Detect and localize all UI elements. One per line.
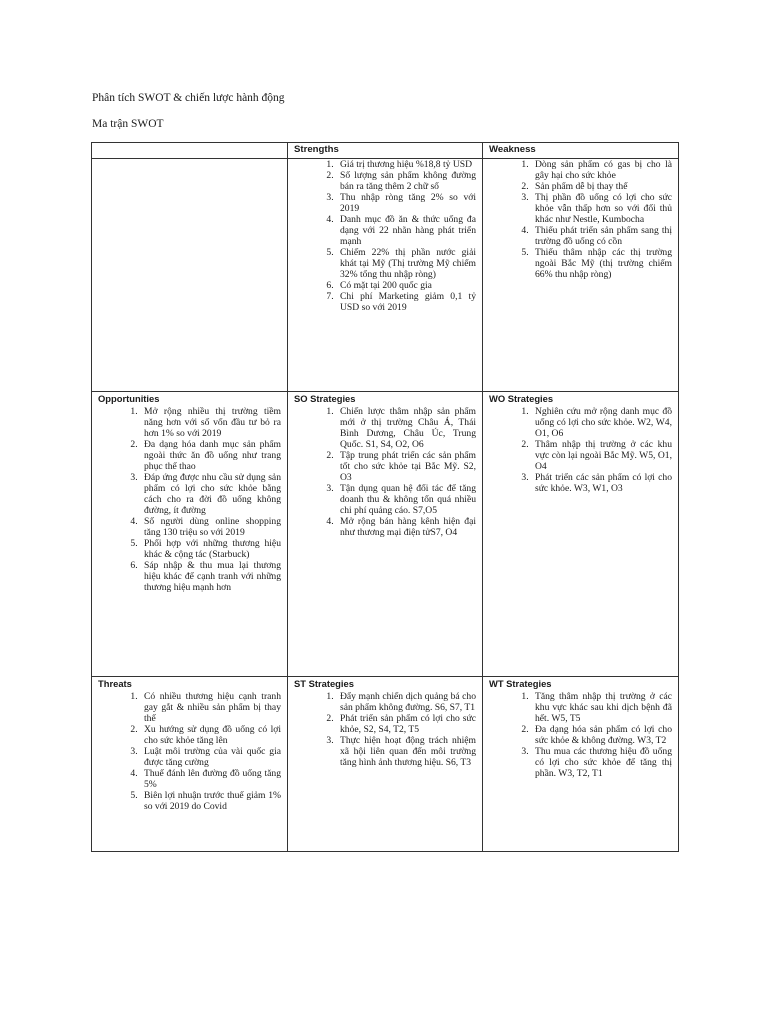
list-item: 2. Phát triển sản phẩm có lợi cho sức khỏe, S2, S4, T2, T5: [336, 713, 476, 735]
list-item: 2. Tập trung phát triển các sản phẩm tốt cho sức khỏe tại Bắc Mỹ. S2, O3: [336, 450, 476, 483]
so-strategies-cell: [288, 392, 483, 677]
swot-matrix-table: [91, 142, 679, 852]
list-item: 3. Thu nhập ròng tăng 2% so với 2019: [336, 192, 476, 214]
weakness-list: [483, 159, 678, 282]
threats-list: [92, 691, 287, 814]
wo-strategies-cell: [483, 392, 679, 677]
list-item: 2. Số lượng sản phẩm không đường bán ra tăng thêm 2 chữ số: [336, 170, 476, 192]
strengths-header: Strengths: [288, 143, 483, 159]
threats-cell: [92, 677, 288, 852]
list-item: 3. Đáp ứng được nhu cầu sử dụng sản phẩm có lợi cho sức khỏe bằng cách cho ra đời đồ uống không đường, ít đường: [140, 472, 281, 516]
opportunities-cell: [92, 392, 288, 677]
threats-header: Threats: [98, 678, 132, 689]
table-header-row: [92, 143, 679, 159]
empty-left-cell: [92, 159, 288, 392]
so-strategies-list: [288, 406, 482, 540]
st-strategies-list: [288, 691, 482, 770]
list-item: 3. Thực hiện hoạt động trách nhiệm xã hội liên quan đến môi trường tăng hình ảnh thương hiệu. S6, T3: [336, 735, 476, 768]
list-item: 1. Nghiên cứu mở rộng danh mục đồ uống có lợi cho sức khỏe. W2, W4, O1, O6: [531, 406, 672, 439]
list-item: 4. Thuế đánh lên đường đồ uống tăng 5%: [140, 768, 281, 790]
wo-strategies-header: WO Strategies: [489, 393, 554, 404]
list-item: 4. Danh mục đồ ăn & thức uống đa dạng với 22 nhãn hàng phát triển mạnh: [336, 214, 476, 247]
so-strategies-header: SO Strategies: [294, 393, 356, 404]
wt-strategies-header: WT Strategies: [489, 678, 552, 689]
list-item: 3. Phát triển các sản phẩm có lợi cho sức khỏe. W3, W1, O3: [531, 472, 672, 494]
list-item: 1. Dòng sản phẩm có gas bị cho là gây hại cho sức khỏe: [531, 159, 672, 181]
document-subtitle: Ma trận SWOT: [92, 118, 164, 130]
list-item: 1. Chiến lược thâm nhập sản phẩm mới ở thị trường Châu Á, Thái Bình Dương, Châu Úc, Trung Quốc. S1, S4, O2, O6: [336, 406, 476, 450]
strengths-list: [288, 159, 482, 315]
st-strategies-cell: [288, 677, 483, 852]
empty-corner-cell: [92, 143, 288, 159]
list-item: 2. Đa dạng hóa sản phẩm có lợi cho sức khỏe & không đường. W3, T2: [531, 724, 672, 746]
strengths-cell: [288, 159, 483, 392]
list-item: 2. Thâm nhập thị trường ở các khu vực còn lại ngoài Bắc Mỹ. W5, O1, O4: [531, 439, 672, 472]
list-item: 1. Đẩy mạnh chiến dịch quảng bá cho sản phẩm không đường. S6, S7, T1: [336, 691, 476, 713]
opportunities-list: [92, 406, 287, 595]
opportunities-header: Opportunities: [98, 393, 160, 404]
list-item: 3. Thị phần đồ uống có lợi cho sức khỏe vẫn thấp hơn so với đối thủ khác như Nestle, Kumbocha: [531, 192, 672, 225]
list-item: 1. Mở rộng nhiều thị trường tiềm năng hơn với số vốn đầu tư bỏ ra hơn 1% so với 2019: [140, 406, 281, 439]
list-item: 1. Tăng thâm nhập thị trường ở các khu vực khác sau khi dịch bệnh đã hết. W5, T5: [531, 691, 672, 724]
list-item: 5. Chiếm 22% thị phần nước giải khát tại Mỹ (Thị trường Mỹ chiếm 32% tổng thu nhập ròng): [336, 247, 476, 280]
wo-strategies-list: [483, 406, 678, 496]
table-row: [92, 159, 679, 392]
list-item: 3. Tận dụng quan hệ đối tác để tăng doanh thu & không tốn quá nhiều chi phí quảng cáo. S7,O5: [336, 483, 476, 516]
list-item: 4. Mở rộng bán hàng kênh hiện đại như thương mại điện tửS7, O4: [336, 516, 476, 538]
table-row: [92, 677, 679, 852]
list-item: 7. Chi phí Marketing giảm 0,1 tỷ USD so với 2019: [336, 291, 476, 313]
wt-strategies-cell: [483, 677, 679, 852]
list-item: 3. Luật môi trường của vài quốc gia được tăng cường: [140, 746, 281, 768]
st-strategies-header: ST Strategies: [294, 678, 354, 689]
document-title: Phân tích SWOT & chiến lược hành động: [92, 92, 285, 104]
list-item: 3. Thu mua các thương hiệu đồ uống có lợi cho sức khỏe để tăng thị phần. W3, T2, T1: [531, 746, 672, 779]
table-row: [92, 392, 679, 677]
weakness-header: Weakness: [483, 143, 679, 159]
list-item: 2. Sản phẩm dễ bị thay thế: [531, 181, 672, 192]
list-item: 2. Đa dạng hóa danh mục sản phẩm ngoài thức ăn đồ uống như trang phục thể thao: [140, 439, 281, 472]
list-item: 5. Biên lợi nhuận trước thuế giảm 1% so với 2019 do Covid: [140, 790, 281, 812]
list-item: 6. Có mặt tại 200 quốc gia: [336, 280, 476, 291]
list-item: 5. Phối hợp với những thương hiệu khác & cộng tác (Starbuck): [140, 538, 281, 560]
wt-strategies-list: [483, 691, 678, 781]
list-item: 6. Sáp nhập & thu mua lại thương hiệu khác để cạnh tranh với những thương hiệu mạnh hơn: [140, 560, 281, 593]
list-item: 4. Thiếu phát triển sản phẩm sang thị trường đồ uống có cồn: [531, 225, 672, 247]
list-item: 1. Giá trị thương hiệu %18,8 tỷ USD: [336, 159, 476, 170]
list-item: 1. Có nhiều thương hiệu cạnh tranh gay gắt & nhiều sản phẩm bị thay thế: [140, 691, 281, 724]
list-item: 4. Số người dùng online shopping tăng 130 triệu so với 2019: [140, 516, 281, 538]
list-item: 5. Thiếu thâm nhập các thị trường ngoài Bắc Mỹ (thị trường chiếm 66% thu nhập ròng): [531, 247, 672, 280]
list-item: 2. Xu hướng sử dụng đồ uống có lợi cho sức khỏe tăng lên: [140, 724, 281, 746]
weakness-cell: [483, 159, 679, 392]
